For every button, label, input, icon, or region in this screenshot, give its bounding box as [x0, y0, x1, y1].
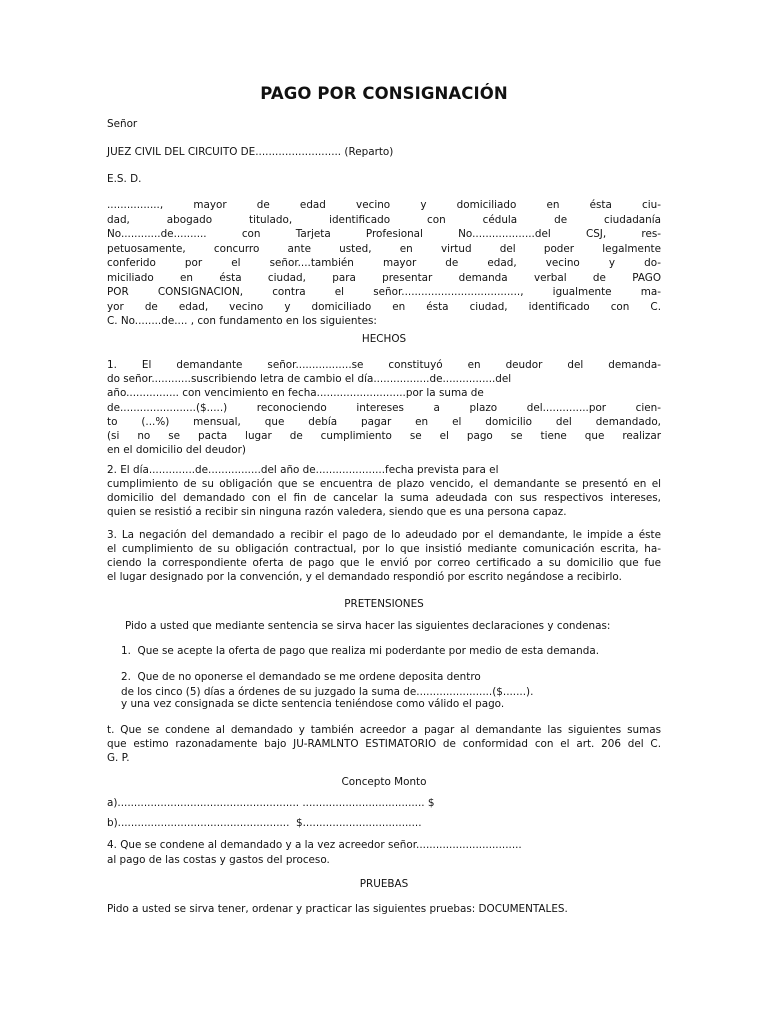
hecho-2-line: cumplimiento de su obligación que se encuentra de plazo vencido, el demandante se presentó en el: [107, 478, 661, 490]
intro-line: yor de edad, vecino y domiciliado en ésta ciudad, identificado con C.: [107, 301, 661, 313]
esd-line: E.S. D.: [107, 173, 142, 185]
hecho-2-line: domicilio del demandado con el fin de cancelar la suma adeudada con sus respectivos intereses,: [107, 492, 661, 504]
concepto-b: b).................................................... $....................................: [107, 817, 422, 829]
pruebas-text: Pido a usted se sirva tener, ordenar y practicar las siguientes pruebas: DOCUMENTALES.: [107, 903, 568, 915]
hecho-1-line: to (...%) mensual, que debía pagar en el domicilio del demandado,: [107, 416, 661, 428]
hecho-1-line: do señor............suscribiendo letra de cambio el día.................de................del: [107, 373, 512, 385]
hechos-heading: HECHOS: [361, 333, 407, 345]
page-title: PAGO POR CONSIGNACIÓN: [260, 84, 508, 103]
hecho-1-line: año................ con vencimiento en fecha...........................por la suma de: [107, 387, 484, 399]
intro-line: petuosamente, concurro ante usted, en virtud del poder legalmente: [107, 243, 661, 255]
pretensiones-heading: PRETENSIONES: [344, 598, 424, 610]
intro-line: No............de.......... con Tarjeta Profesional No...................del CSJ, res-: [107, 228, 661, 240]
hecho-3-line: ciendo la correspondiente oferta de pago que le envió por correo certificado a su domicilio que fue: [107, 557, 661, 569]
hecho-1-line: de.......................($.....) reconociendo intereses a plazo del..............por cien-: [107, 402, 661, 414]
pretension-2-line: 2. Que de no oponerse el demandado se me ordene deposita dentro: [121, 671, 481, 683]
intro-line: ................, mayor de edad vecino y domiciliado en ésta ciu-: [107, 199, 661, 211]
intro-line: POR CONSIGNACION, contra el señor...................................., igualmente ma-: [107, 286, 661, 298]
intro-line: C. No........de.... , con fundamento en los siguientes:: [107, 315, 377, 327]
pruebas-heading: PRUEBAS: [359, 878, 409, 890]
hecho-2-line: 2. El día..............de................del año de.....................fecha prevista para el: [107, 464, 499, 476]
pretension-3-line: G. P.: [107, 752, 130, 764]
concepto-heading: Concepto Monto: [341, 776, 427, 788]
addressee: JUEZ CIVIL DEL CIRCUITO DE.......................... (Reparto): [107, 146, 394, 158]
hecho-1-line: en el domicilio del deudor): [107, 444, 246, 456]
hecho-3-line: el cumplimiento de su obligación contractual, por lo que insistió mediante comunicación escrita, ha-: [107, 543, 661, 555]
pretension-2-line: de los cinco (5) días a órdenes de su juzgado la suma de.......................($.......).: [121, 686, 534, 698]
intro-line: dad, abogado titulado, identificado con cédula de ciudadanía: [107, 214, 661, 226]
pretension-4-line: 4. Que se condene al demandado y a la vez acreedor señor................................: [107, 839, 522, 851]
hecho-3-line: 3. La negación del demandado a recibir el pago de lo adeudado por el demandante, le impide a éste: [107, 529, 661, 541]
intro-line: conferido por el señor....también mayor de edad, vecino y do-: [107, 257, 661, 269]
pretension-3-line: que estimo razonadamente bajo JU-RAMLNTO ESTIMATORIO de conformidad con el art. 206 del C.: [107, 738, 661, 750]
pretensiones-intro: Pido a usted que mediante sentencia se sirva hacer las siguientes declaraciones y condenas:: [125, 620, 611, 632]
pretension-3-line: t. Que se condene al demandado y también acreedor a pagar al demandante las siguientes sumas: [107, 724, 661, 736]
intro-line: miciliado en ésta ciudad, para presentar demanda verbal de PAGO: [107, 272, 661, 284]
pretension-1: 1. Que se acepte la oferta de pago que realiza mi poderdante por medio de esta demanda.: [121, 645, 600, 657]
hecho-1-line: 1. El demandante señor.................se constituyó en deudor del demanda-: [107, 359, 661, 371]
hecho-1-line: (si no se pacta lugar de cumplimiento se el pago se tiene que realizar: [107, 430, 661, 442]
pretension-2-line: y una vez consignada se dicte sentencia teniéndose como válido el pago.: [121, 698, 505, 710]
concepto-a: a)....................................................... ..................................... $: [107, 797, 435, 809]
hecho-2-line: quien se resistió a recibir sin ninguna razón valedera, siendo que es una persona capaz.: [107, 506, 567, 518]
salutation: Señor: [107, 118, 138, 130]
hecho-3-line: el lugar designado por la convención, y el demandado respondió por escrito negándose a recibirlo.: [107, 571, 622, 583]
pretension-4-line: al pago de las costas y gastos del proceso.: [107, 854, 330, 866]
